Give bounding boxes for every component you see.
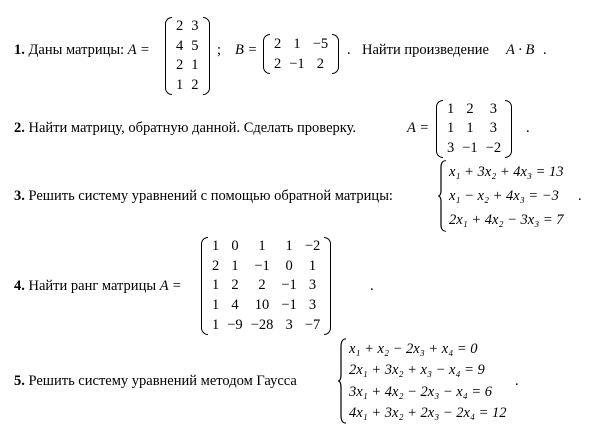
task-3-line (14, 188, 393, 205)
equation: x₁ − x₂ + 4x₃ = −3 (449, 188, 559, 204)
matrix-cell: −1 (254, 257, 270, 274)
matrix-cell: 4 (231, 297, 239, 314)
task-5-system (337, 338, 507, 424)
matrix-cell: −1 (281, 297, 297, 314)
matrix-cell: 1 (447, 101, 455, 118)
task-1-number: 1. (14, 42, 25, 58)
matrix-cell: 0 (285, 257, 293, 274)
matrix-cell: 1 (231, 257, 239, 274)
matrix-cell: 2 (258, 277, 266, 294)
matrix-cell: 3 (308, 277, 317, 294)
matrix-cell: 2 (176, 18, 184, 35)
equation: 2x₁ + 4x₂ − 3x₃ = 7 (449, 212, 564, 228)
matrix-row (443, 119, 505, 138)
matrix-cell: 1 (293, 35, 301, 52)
matrix-cell: −7 (304, 316, 321, 333)
left-paren (263, 34, 270, 74)
task-1-separator: ; (217, 42, 222, 58)
task-1-line (14, 42, 150, 59)
task-3-text: Решить систему уравнений с помощью обратной матрицы: (28, 188, 393, 204)
task-4-line (14, 278, 182, 295)
matrix-cell: 2 (274, 35, 282, 52)
task-1-find-text: Найти произведение (362, 42, 489, 58)
matrix-cell: −2 (304, 238, 321, 255)
equation: x₁ + 3x₂ + 4x₃ = 13 (449, 164, 564, 180)
task-2-number: 2. (14, 120, 25, 136)
matrix-cell: 1 (212, 297, 220, 314)
equation: 2x₁ + 3x₂ + x₃ − x₄ = 9 (349, 362, 485, 379)
task-4-matrix (201, 237, 331, 335)
left-paren (201, 237, 208, 335)
matrix-cell: 5 (191, 37, 199, 54)
matrix-cell: 1 (466, 120, 474, 137)
matrix-cell: 1 (212, 277, 220, 294)
matrix-row (270, 54, 332, 74)
task-4-text: Найти ранг матрицы (28, 278, 157, 294)
matrix-cell: −5 (312, 35, 329, 52)
task-1-matrix-b-label: B = (235, 42, 258, 58)
matrix-cell: 1 (212, 238, 220, 255)
task-4-matrix-label: A = (159, 278, 182, 294)
matrix-cell: 2 (212, 257, 220, 274)
task-1-matrix-a (165, 17, 210, 95)
matrix-row (208, 276, 324, 296)
matrix-cell: 2 (466, 101, 474, 118)
task-1-matrix-a-label: A = (127, 42, 150, 58)
matrix-cell: 1 (212, 316, 220, 333)
matrix-cell: −9 (227, 316, 243, 333)
task-5-number: 5. (14, 373, 25, 389)
task-3-number: 3. (14, 188, 25, 204)
left-paren (165, 17, 172, 95)
matrix-row (208, 315, 324, 335)
right-paren (324, 237, 331, 335)
matrix-cell: 1 (176, 76, 184, 93)
matrix-cell: 3 (191, 18, 199, 35)
task-5-text: Решить систему уравнений методом Гаусса (28, 373, 297, 389)
matrix-cell: 1 (308, 257, 317, 274)
task-2-end: . (526, 120, 530, 136)
matrix-cell: 0 (231, 238, 239, 255)
task-4-number: 4. (14, 278, 25, 294)
matrix-row (172, 37, 203, 57)
task-1-expression: A · B (506, 42, 535, 58)
matrix-cell: 1 (447, 120, 455, 137)
task-5-line (14, 373, 297, 390)
matrix-cell: 2 (316, 55, 325, 72)
task-2-line (14, 120, 356, 137)
matrix-cell: 1 (258, 238, 266, 255)
matrix-cell: 2 (231, 277, 239, 294)
matrix-row (208, 296, 324, 316)
matrix-cell: 2 (176, 57, 184, 74)
matrix-row (443, 100, 505, 119)
matrix-cell: 10 (254, 297, 270, 314)
task-1-matrix-b (263, 34, 339, 74)
right-paren (505, 100, 512, 158)
matrix-cell: 3 (489, 101, 498, 118)
matrix-row (443, 139, 505, 158)
matrix-cell: 2 (274, 55, 282, 72)
task-4-end: . (370, 278, 374, 294)
right-paren (203, 17, 210, 95)
left-brace (437, 160, 447, 232)
matrix-cell: −1 (289, 55, 305, 72)
task-2-text: Найти матрицу, обратную данной. Сделать проверку. (28, 120, 357, 136)
matrix-cell: 2 (191, 76, 199, 93)
task-1-dot: . (347, 42, 351, 58)
task-3-end: . (578, 188, 582, 204)
equation: 3x₁ + 4x₂ − 2x₃ − x₄ = 6 (349, 383, 493, 400)
matrix-cell: 3 (285, 316, 293, 333)
task-2-matrix-label: A = (407, 120, 430, 136)
right-paren (332, 34, 339, 74)
matrix-cell: 3 (447, 139, 455, 156)
matrix-cell: −2 (485, 139, 502, 156)
matrix-row (208, 237, 324, 257)
matrix-row (270, 34, 332, 54)
left-brace (337, 338, 347, 424)
matrix-row (208, 257, 324, 277)
matrix-cell: 3 (489, 120, 498, 137)
matrix-cell: 3 (308, 297, 317, 314)
matrix-cell: −1 (281, 277, 297, 294)
left-paren (436, 100, 443, 158)
matrix-row (172, 56, 203, 76)
matrix-cell: 1 (285, 238, 293, 255)
task-1-end: . (543, 42, 547, 58)
matrix-cell: −1 (462, 139, 478, 156)
task-2-matrix (436, 100, 512, 158)
task-1-text: Даны матрицы: (28, 42, 125, 58)
equation: 4x₁ + 3x₂ + 2x₃ − 2x₄ = 12 (349, 405, 507, 422)
matrix-cell: 4 (176, 37, 184, 54)
matrix-cell: −28 (250, 316, 274, 333)
task-5-end: . (515, 373, 519, 389)
matrix-cell: 1 (191, 57, 199, 74)
task-3-system (437, 160, 564, 232)
matrix-row (172, 76, 203, 96)
matrix-row (172, 17, 203, 37)
equation: x₁ + x₂ − 2x₃ + x₄ = 0 (349, 340, 478, 357)
